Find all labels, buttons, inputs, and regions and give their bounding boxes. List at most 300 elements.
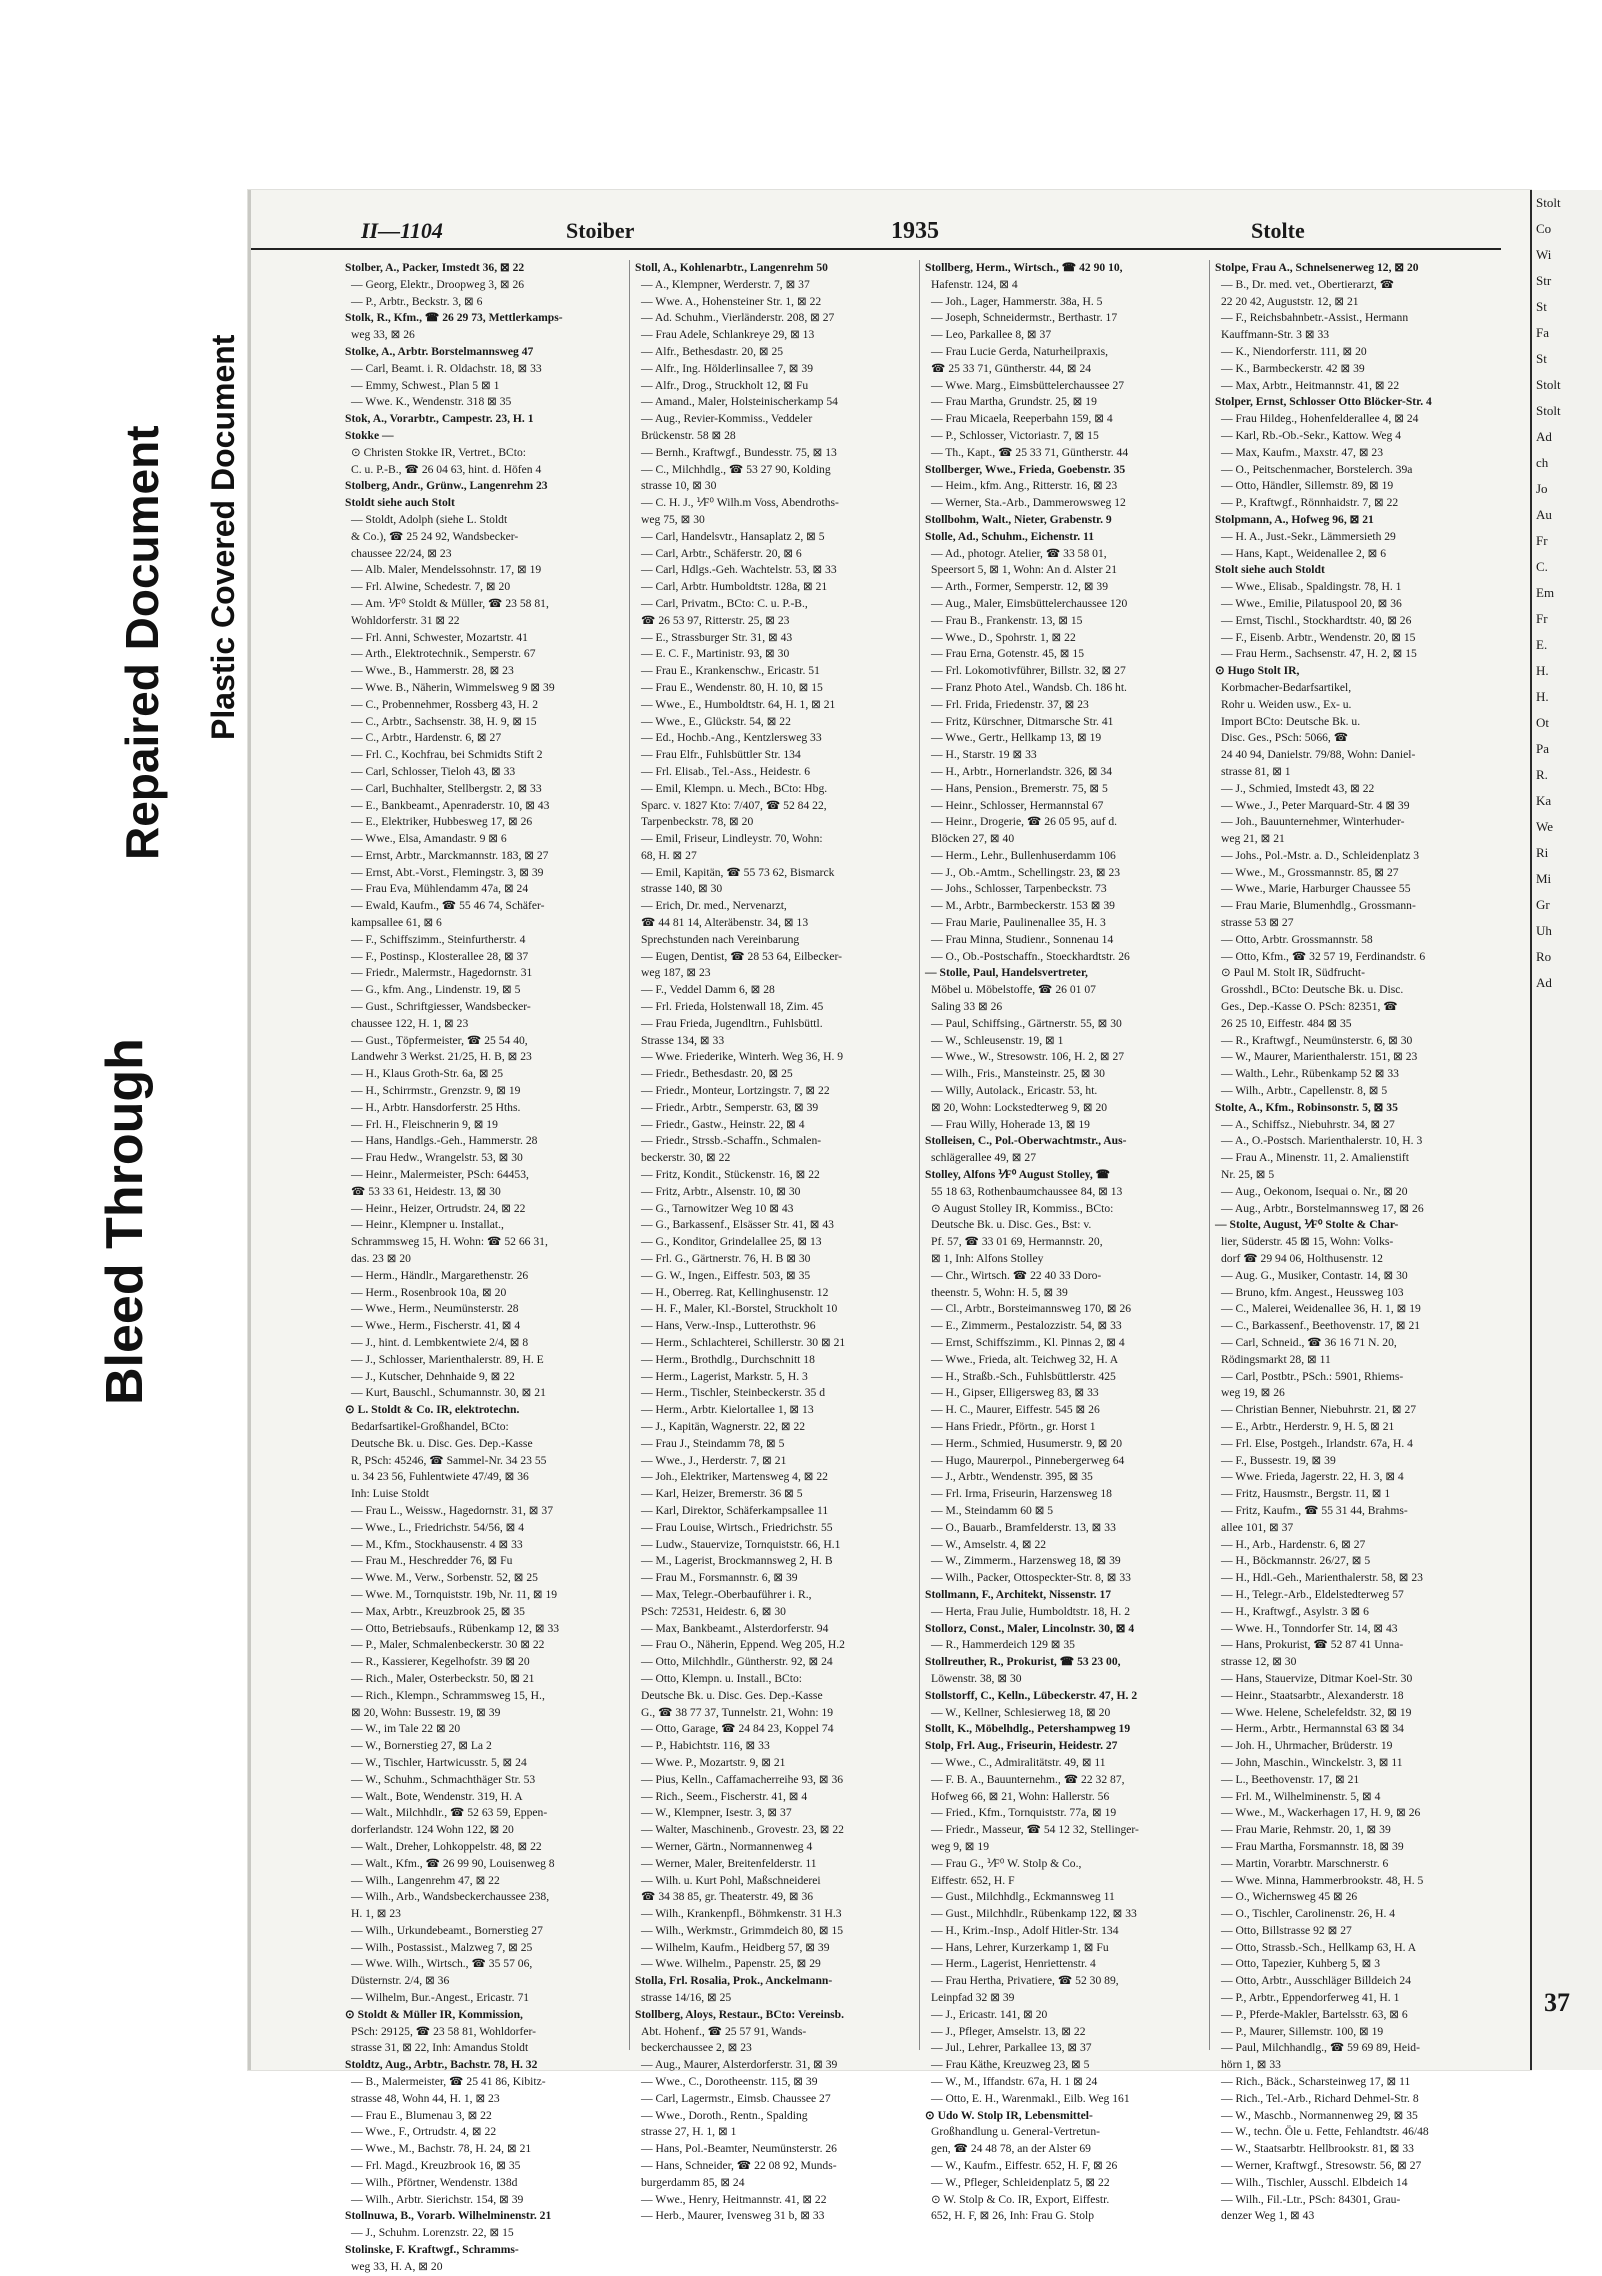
directory-entry: — Frau Hildeg., Hohenfelderallee 4, ⊠ 24 bbox=[1221, 412, 1419, 426]
directory-entry: weg 19, ⊠ 26 bbox=[1221, 1386, 1285, 1400]
directory-entry: ☎ 26 53 97, Ritterstr. 25, ⊠ 23 bbox=[641, 613, 790, 627]
directory-entry: — E., Elektriker, Hubbesweg 17, ⊠ 26 bbox=[351, 815, 533, 829]
directory-entry: ☎ 53 33 61, Heidestr. 13, ⊠ 30 bbox=[351, 1184, 501, 1198]
directory-entry: — Max, Telegr.-Oberbauführer i. R., bbox=[641, 1587, 812, 1601]
directory-entry: — Ernst, Arbtr., Marckmannstr. 183, ⊠ 27 bbox=[351, 848, 549, 862]
directory-entry: 24 40 94, Danielstr. 79/88, Wohn: Daniel- bbox=[1221, 748, 1416, 762]
directory-entry: — H. F., Maler, Kl.-Borstel, Struckholt 10 bbox=[641, 1302, 838, 1316]
plastic-covered-label: Plastic Covered Document bbox=[205, 334, 241, 740]
directory-entry: — Wwe., F., Ortrudstr. 4, ⊠ 22 bbox=[351, 2125, 497, 2139]
directory-entry: — W., Maschb., Normannenweg 29, ⊠ 35 bbox=[1221, 2108, 1418, 2122]
directory-entry: — M., Arbtr., Barmbeckerstr. 153 ⊠ 39 bbox=[931, 899, 1115, 913]
directory-entry: — Walter, Maschinenb., Grovestr. 23, ⊠ 22 bbox=[641, 1823, 844, 1837]
directory-entry: Stolt siehe auch Stoldt bbox=[1215, 563, 1325, 577]
directory-entry: — Friedr., Masseur, ☎ 54 12 32, Stellinger- bbox=[931, 1823, 1139, 1837]
directory-entry: — Ernst, Schiffszimm., Kl. Pinnas 2, ⊠ 4 bbox=[931, 1336, 1125, 1349]
directory-entry: — Joseph, Schneidermstr., Berthastr. 17 bbox=[931, 311, 1118, 325]
directory-entry: — Frau E., Blumenau 3, ⊠ 22 bbox=[351, 2108, 492, 2122]
directory-entry: 652, H. F, ⊠ 26, Inh: Frau G. Stolp bbox=[931, 2209, 1095, 2223]
directory-entry: — W., Maurer, Marienthalerstr. 151, ⊠ 23 bbox=[1221, 1050, 1418, 1064]
directory-entry: — K., Barmbeckerstr. 42 ⊠ 39 bbox=[1221, 361, 1365, 375]
directory-entry: Stolk, R., Kfm., ☎ 26 29 73, Mettlerkamps- bbox=[345, 311, 563, 325]
adjacent-page-fragment: Str bbox=[1536, 273, 1552, 288]
adjacent-page-fragment: Stolt bbox=[1536, 403, 1561, 418]
directory-entry: — Carl, Hdlgs.-Geh. Wachtelstr. 53, ⊠ 33 bbox=[641, 563, 837, 577]
directory-entry: — Frau Erna, Gotenstr. 45, ⊠ 15 bbox=[931, 647, 1085, 661]
directory-entry: — Herm., Tischler, Steinbeckerstr. 35 d bbox=[641, 1386, 826, 1400]
directory-entry: — Carl, Arbtr., Schäferstr. 20, ⊠ 6 bbox=[641, 546, 802, 560]
directory-entry: — Fritz, Arbtr., Alsenstr. 10, ⊠ 30 bbox=[641, 1184, 801, 1198]
directory-entry: — W., Schleusenstr. 19, ⊠ 1 bbox=[931, 1033, 1064, 1047]
directory-entry: Stollbohm, Walt., Nieter, Grabenstr. 9 bbox=[925, 512, 1112, 526]
directory-entry: — Arth., Former, Semperstr. 12, ⊠ 39 bbox=[931, 580, 1109, 594]
directory-entry: — Frau Frieda, Jugendltrn., Fuhlsbüttl. bbox=[641, 1016, 823, 1030]
directory-entry: — B., Malermeister, ☎ 25 41 86, Kibitz- bbox=[351, 2075, 546, 2089]
directory-entry: Brückenstr. 58 ⊠ 28 bbox=[641, 428, 736, 442]
directory-entry: Bedarfsartikel-Großhandel, BCto: bbox=[351, 1419, 509, 1433]
directory-entry: Stollmann, F., Architekt, Nissenstr. 17 bbox=[925, 1587, 1112, 1601]
directory-entry: — Erich, Dr. med., Nervenarzt, bbox=[641, 899, 787, 913]
directory-entry: — Frl. C., Kochfrau, bei Schmidts Stift 2 bbox=[351, 748, 543, 762]
directory-entry: Tarpenbeckstr. 78, ⊠ 20 bbox=[641, 815, 754, 829]
directory-entry: — O., Peitschenmacher, Borstelerch. 39a bbox=[1221, 462, 1413, 476]
directory-entry: — O., Wichernsweg 45 ⊠ 26 bbox=[1221, 1890, 1358, 1904]
directory-column-1 bbox=[343, 260, 630, 2273]
directory-entry: — Heinr., Malermeister, PSch: 64453, bbox=[351, 1168, 529, 1182]
directory-entry: — Wilh., Urkundebeamt., Bornerstieg 27 bbox=[351, 1923, 543, 1937]
directory-entry: — P., Arbtr., Eppendorferweg 41, H. 1 bbox=[1221, 1991, 1400, 2005]
adjacent-page-fragment: Co bbox=[1536, 221, 1552, 236]
directory-entry: — W., Kellner, Schlesierweg 18, ⊠ 20 bbox=[931, 1705, 1111, 1719]
directory-entry: weg 33, ⊠ 26 bbox=[351, 328, 415, 342]
directory-entry: — Fritz, Kondit., Stückenstr. 16, ⊠ 22 bbox=[641, 1168, 820, 1182]
directory-entry: — H., Kraftwgf., Asylstr. 3 ⊠ 6 bbox=[1221, 1604, 1369, 1618]
directory-entry: — Frl. G., Gärtnerstr. 76, H. B ⊠ 30 bbox=[641, 1252, 811, 1266]
directory-entry: — Emil, Klempn. u. Mech., BCto: Hbg. bbox=[641, 781, 828, 795]
directory-entry: Korbmacher-Bedarfsartikel, bbox=[1221, 680, 1352, 694]
directory-entry: Stolp, Frl. Aug., Friseurin, Heidestr. 27 bbox=[925, 1739, 1118, 1753]
directory-entry: — Wwe. M., Tornquiststr. 19b, Nr. 11, ⊠ 19 bbox=[351, 1587, 558, 1601]
directory-entry: — Jul., Lehrer, Parkallee 13, ⊠ 37 bbox=[931, 2041, 1092, 2055]
directory-entry: — Wwe., Frieda, alt. Teichweg 32, H. A bbox=[931, 1352, 1119, 1366]
directory-entry: — Frau Marie, Blumenhdlg., Grossmann- bbox=[1221, 899, 1416, 913]
directory-entry: — Werner, Kraftwgf., Stresowstr. 56, ⊠ 27 bbox=[1221, 2159, 1422, 2173]
directory-entry: — A., O.-Postsch. Marienthalerstr. 10, H. 3 bbox=[1221, 1134, 1423, 1148]
directory-entry: lier, Süderstr. 45 ⊠ 15, Wohn: Volks- bbox=[1221, 1235, 1394, 1249]
directory-entry: — Herm., Lagerist, Markstr. 5, H. 3 bbox=[641, 1369, 808, 1383]
directory-entry: Stolber, A., Packer, Imstedt 36, ⊠ 22 bbox=[345, 261, 525, 274]
directory-entry: — J., Schmied, Imstedt 43, ⊠ 22 bbox=[1221, 781, 1375, 795]
directory-entry: — Wwe., E., Humboldtstr. 64, H. 1, ⊠ 21 bbox=[641, 697, 836, 711]
directory-entry: beckerchaussee 2, ⊠ 23 bbox=[641, 2041, 752, 2055]
directory-entry: — Friedr., Malermstr., Hagedornstr. 31 bbox=[351, 966, 533, 980]
directory-entry: denzer Weg 1, ⊠ 43 bbox=[1221, 2209, 1315, 2223]
directory-entry: — Otto, Klempn. u. Install., BCto: bbox=[641, 1671, 803, 1685]
directory-entry: — E., Zimmerm., Pestalozzistr. 54, ⊠ 33 bbox=[931, 1319, 1122, 1333]
directory-entry: Inh: Luise Stoldt bbox=[351, 1487, 429, 1501]
directory-entry: — C., Arbtr., Hardenstr. 6, ⊠ 27 bbox=[351, 731, 502, 745]
directory-entry: Deutsche Bk. u. Disc. Ges. Dep.-Kasse bbox=[351, 1436, 533, 1450]
directory-entry: — C., Malerei, Weidenallee 36, H. 1, ⊠ 19 bbox=[1221, 1302, 1421, 1316]
directory-entry: Stolte, A., Kfm., Robinsonstr. 5, ⊠ 35 bbox=[1215, 1100, 1398, 1114]
directory-entry: — Frau A., Minenstr. 11, 2. Amalienstift bbox=[1221, 1151, 1409, 1165]
directory-entry: G., ☎ 38 77 37, Tunnelstr. 21, Wohn: 19 bbox=[641, 1705, 834, 1719]
directory-entry: — Hugo, Maurerpol., Pinnebergerweg 64 bbox=[931, 1453, 1125, 1467]
directory-entry: weg 9, ⊠ 19 bbox=[931, 1839, 990, 1853]
directory-entry: — Wwe., W., Stresowstr. 106, H. 2, ⊠ 27 bbox=[931, 1050, 1125, 1064]
directory-entry: Blöcken 27, ⊠ 40 bbox=[931, 832, 1015, 846]
directory-entry: — Carl, Beamt. i. R. Oldachstr. 18, ⊠ 33 bbox=[351, 361, 542, 375]
adjacent-page-fragment: Ro bbox=[1536, 949, 1552, 964]
directory-entry: — Carl, Privatm., BCto: C. u. P.-B., bbox=[641, 596, 808, 610]
directory-entry: — Wwe. A., Hohensteiner Str. 1, ⊠ 22 bbox=[641, 294, 822, 308]
directory-entry: — Ludw., Stauervize, Tornquiststr. 66, H.1 bbox=[641, 1537, 841, 1551]
directory-entry: — Frau L., Weissw., Hagedornstr. 31, ⊠ 37 bbox=[351, 1503, 553, 1517]
page-header bbox=[251, 218, 1501, 250]
directory-entry: — Joh., Elektriker, Martensweg 4, ⊠ 22 bbox=[641, 1470, 828, 1484]
directory-entry: — Wwe. Frieda, Jagerstr. 22, H. 3, ⊠ 4 bbox=[1221, 1470, 1404, 1484]
directory-entry: — J., Kapitän, Wagnerstr. 22, ⊠ 22 bbox=[641, 1419, 806, 1433]
directory-entry: — Friedr., Bethesdastr. 20, ⊠ 25 bbox=[641, 1067, 793, 1081]
directory-entry: — Otto, Milchhdlr., Güntherstr. 92, ⊠ 24 bbox=[641, 1655, 833, 1669]
directory-entry: — Gust., Töpfermeister, ☎ 25 54 40, bbox=[351, 1033, 528, 1047]
directory-entry: — H., Hdl.-Geh., Marienthalerstr. 58, ⊠ 23 bbox=[1221, 1571, 1423, 1585]
adjacent-page-fragment: We bbox=[1536, 819, 1553, 834]
directory-entry: — Carl, Lagermstr., Eimsb. Chaussee 27 bbox=[641, 2091, 831, 2105]
directory-entry: Deutsche Bk. u. Disc. Ges., Bst: v. bbox=[931, 1218, 1092, 1232]
directory-entry: — M., Steindamm 60 ⊠ 5 bbox=[931, 1503, 1054, 1517]
directory-entry: — Ed., Hochb.-Ang., Kentzlersweg 33 bbox=[641, 731, 822, 745]
directory-entry: dorferlandstr. 124 Wohn 122, ⊠ 20 bbox=[351, 1823, 514, 1837]
directory-entry: — Wwe., M., Wackerhagen 17, H. 9, ⊠ 26 bbox=[1221, 1806, 1421, 1820]
directory-entry: — Hans, Prokurist, ☎ 52 87 41 Unna- bbox=[1221, 1638, 1404, 1652]
directory-entry: — Wilh., Krankenpfl., Böhmkenstr. 31 H.3 bbox=[641, 1907, 842, 1921]
directory-entry: — Otto, E. H., Warenmakl., Eilb. Weg 161 bbox=[931, 2091, 1130, 2105]
directory-entry: — Wwe. Friederike, Winterh. Weg 36, H. 9 bbox=[641, 1050, 844, 1064]
adjacent-page-fragment: C. bbox=[1536, 559, 1548, 574]
directory-entry: — Frl. Lokomotivführer, Billstr. 32, ⊠ 27 bbox=[931, 664, 1126, 678]
directory-entry: — Friedr., Arbtr., Semperstr. 63, ⊠ 39 bbox=[641, 1100, 819, 1114]
directory-entry: — Alfr., Bethesdastr. 20, ⊠ 25 bbox=[641, 344, 784, 358]
directory-entry: — Georg, Elektr., Droopweg 3, ⊠ 26 bbox=[351, 277, 525, 291]
directory-entry: — C. H. J., ⅟F⁰ Wilh.m Voss, Abendroths- bbox=[641, 496, 839, 510]
directory-entry: — Johs., Schlosser, Tarpenbeckstr. 73 bbox=[931, 882, 1107, 896]
directory-entry: — Am. ⅟F⁰ Stoldt & Müller, ☎ 23 58 81, bbox=[351, 596, 549, 610]
directory-entry: — Frl. Anni, Schwester, Mozartstr. 41 bbox=[351, 630, 528, 644]
directory-entry: — Gust., Milchhdlr., Rübenkamp 122, ⊠ 33 bbox=[931, 1907, 1137, 1921]
directory-entry: — Wilh., Pförtner, Wendenstr. 138d bbox=[351, 2175, 518, 2189]
directory-entry: — W., Klempner, Isestr. 3, ⊠ 37 bbox=[641, 1806, 792, 1820]
directory-entry: PSch: 72531, Heidestr. 6, ⊠ 30 bbox=[641, 1604, 786, 1618]
directory-entry: ⊠ 20, Wohn: Bussestr. 19, ⊠ 39 bbox=[351, 1705, 501, 1719]
directory-entry: — Kurt, Bauschl., Schumannstr. 30, ⊠ 21 bbox=[351, 1386, 546, 1400]
directory-entry: — Alfr., Drog., Struckholt 12, ⊠ Fu bbox=[641, 378, 809, 392]
directory-entry: — Franz Photo Atel., Wandsb. Ch. 186 ht. bbox=[931, 680, 1127, 694]
directory-entry: — E., Bankbeamt., Apenraderstr. 10, ⊠ 43 bbox=[351, 798, 550, 812]
directory-entry: — Otto, Händler, Sillemstr. 89, ⊠ 19 bbox=[1221, 479, 1394, 493]
directory-entry: — W., Tischler, Hartwicusstr. 5, ⊠ 24 bbox=[351, 1755, 527, 1769]
directory-entry: — Frl. Else, Postgeh., Irlandstr. 67a, H. 4 bbox=[1221, 1436, 1413, 1450]
adjacent-page-number: 37 bbox=[1544, 1988, 1570, 2017]
directory-entry: Eiffestr. 652, H. F bbox=[931, 1873, 1015, 1887]
directory-entry: Kauffmann-Str. 3 ⊠ 33 bbox=[1221, 328, 1330, 342]
directory-entry: — G. W., Ingen., Eiffestr. 503, ⊠ 35 bbox=[641, 1268, 811, 1282]
directory-entry: — Joh., Lager, Hammerstr. 38a, H. 5 bbox=[931, 294, 1103, 308]
directory-entry: chaussee 122, H. 1, ⊠ 23 bbox=[351, 1016, 469, 1030]
directory-entry: — Wwe., M., Bachstr. 78, H. 24, ⊠ 21 bbox=[351, 2142, 532, 2156]
directory-entry: — W., Pfleger, Schleidenplatz 5, ⊠ 22 bbox=[931, 2175, 1110, 2189]
directory-entry: — Wilhelm, Bur.-Angest., Ericastr. 71 bbox=[351, 1991, 530, 2005]
adjacent-page-fragment: Uh bbox=[1536, 923, 1552, 938]
directory-entry: — J., hint. d. Lembkentwiete 2/4, ⊠ 8 bbox=[351, 1336, 529, 1349]
directory-entry: — Friedr., Gastw., Heinstr. 22, ⊠ 4 bbox=[641, 1117, 805, 1131]
directory-entry: chaussee 22/24, ⊠ 23 bbox=[351, 546, 452, 560]
directory-entry: — Max, Arbtr., Heitmannstr. 41, ⊠ 22 bbox=[1221, 378, 1400, 392]
directory-entry: — Max, Arbtr., Kreuzbrook 25, ⊠ 35 bbox=[351, 1604, 525, 1618]
directory-entry: weg 33, H. A, ⊠ 20 bbox=[351, 2259, 443, 2273]
directory-entry: — Otto, Strassb.-Sch., Hellkamp 63, H. A bbox=[1221, 1940, 1417, 1954]
directory-entry: Stoldtz, Aug., Arbtr., Bachstr. 78, H. 32 bbox=[345, 2058, 538, 2072]
directory-entry: & Co.), ☎ 25 24 92, Wandsbecker- bbox=[351, 529, 519, 543]
directory-entry: ⊠ 1, Inh: Alfons Stolley bbox=[931, 1252, 1044, 1266]
directory-entry: Abt. Hohenf., ☎ 25 57 91, Wands- bbox=[641, 2024, 807, 2038]
directory-entry: Sparc. v. 1827 Kto: 7/407, ☎ 52 84 22, bbox=[641, 798, 827, 812]
directory-entry: ⊙ Christen Stokke IR, Vertret., BCto: bbox=[351, 445, 527, 459]
directory-entry: Leinpfad 32 ⊠ 39 bbox=[931, 1991, 1015, 2005]
directory-entry: — Wwe. M., Verw., Sorbenstr. 52, ⊠ 25 bbox=[351, 1571, 538, 1585]
directory-entry: — Rich., Seem., Fischerstr. 41, ⊠ 4 bbox=[641, 1789, 808, 1803]
directory-entry: — H., Gipser, Elligersweg 83, ⊠ 33 bbox=[931, 1386, 1099, 1400]
directory-entry: — E., Arbtr., Herderstr. 9, H. 5, ⊠ 21 bbox=[1221, 1419, 1395, 1433]
directory-entry: — Frau Willy, Hoherade 13, ⊠ 19 bbox=[931, 1117, 1090, 1131]
directory-entry: — Frau Micaela, Reeperbahn 159, ⊠ 4 bbox=[931, 412, 1113, 426]
directory-entry: strasse 140, ⊠ 30 bbox=[641, 882, 723, 896]
directory-entry: — Aug., Oekonom, Isequai o. Nr., ⊠ 20 bbox=[1221, 1184, 1408, 1198]
directory-entry: — Frl. Frida, Friedenstr. 37, ⊠ 23 bbox=[931, 697, 1089, 711]
directory-entry: — J., Arbtr., Wendenstr. 395, ⊠ 35 bbox=[931, 1470, 1093, 1484]
directory-entry: — Johs., Pol.-Mstr. a. D., Schleidenplatz 3 bbox=[1221, 848, 1420, 862]
directory-entry: — Christian Benner, Niebuhrstr. 21, ⊠ 27 bbox=[1221, 1403, 1417, 1417]
repaired-document-label: Repaired Document bbox=[116, 425, 168, 860]
directory-entry: — R., Kassierer, Kegelhofstr. 39 ⊠ 20 bbox=[351, 1655, 530, 1669]
directory-entry: — G., Tarnowitzer Weg 10 ⊠ 43 bbox=[641, 1201, 794, 1215]
directory-entry: — R., Hammerdeich 129 ⊠ 35 bbox=[931, 1638, 1075, 1652]
directory-entry: — Carl, Schlosser, Tieloh 43, ⊠ 33 bbox=[351, 764, 516, 778]
directory-entry: strasse 14/16, ⊠ 25 bbox=[641, 1991, 732, 2005]
directory-entry: — Frau O., Näherin, Eppend. Weg 205, H.2 bbox=[641, 1638, 845, 1652]
directory-entry: — Wwe., Elsa, Amandastr. 9 ⊠ 6 bbox=[351, 832, 507, 846]
directory-entry: — W., Zimmerm., Harzensweg 18, ⊠ 39 bbox=[931, 1554, 1121, 1568]
directory-entry: Sprechstunden nach Vereinbarung bbox=[641, 932, 800, 946]
directory-entry: — Th., Kapt., ☎ 25 33 71, Güntherstr. 44 bbox=[931, 445, 1129, 459]
directory-entry: — Otto, Kfm., ☎ 32 57 19, Ferdinandstr. 6 bbox=[1221, 949, 1426, 963]
directory-entry: — Werner, Sta.-Arb., Dammerowsweg 12 bbox=[931, 496, 1126, 510]
directory-entry: — O., Bauarb., Bramfelderstr. 13, ⊠ 33 bbox=[931, 1520, 1116, 1534]
directory-entry: — Ad. Schuhm., Vierländerstr. 208, ⊠ 27 bbox=[641, 311, 835, 325]
directory-column-4 bbox=[1213, 260, 1499, 2223]
directory-entry: Hofweg 66, ⊠ 21, Wohn: Hallerstr. 56 bbox=[931, 1789, 1110, 1803]
adjacent-page-fragments bbox=[1532, 190, 1602, 996]
directory-entry: — Joh., Bauunternehmer, Winterhuder- bbox=[1221, 815, 1405, 829]
directory-entry: — A., Klempner, Werderstr. 7, ⊠ 37 bbox=[641, 277, 810, 291]
directory-entry: — Eugen, Dentist, ☎ 28 53 64, Eilbecker- bbox=[641, 949, 842, 963]
directory-entry: ☎ 25 33 71, Güntherstr. 44, ⊠ 24 bbox=[931, 361, 1092, 375]
directory-entry: — Wwe., J., Peter Marquard-Str. 4 ⊠ 39 bbox=[1221, 798, 1410, 812]
directory-entry: — G., kfm. Ang., Lindenstr. 19, ⊠ 5 bbox=[351, 983, 521, 997]
directory-entry: strasse 53 ⊠ 27 bbox=[1221, 916, 1294, 930]
directory-entry: — H., Böckmannstr. 26/27, ⊠ 5 bbox=[1221, 1554, 1371, 1568]
directory-entry: — C., Barkassenf., Beethovenstr. 17, ⊠ 21 bbox=[1221, 1319, 1421, 1333]
adjacent-page-fragment: Wi bbox=[1536, 247, 1552, 262]
directory-entry: — Frau Martha, Grundstr. 25, ⊠ 19 bbox=[931, 395, 1097, 409]
directory-entry: — Carl, Schneid., ☎ 36 16 71 N. 20, bbox=[1221, 1336, 1397, 1349]
directory-entry: — Walt., Bote, Wendenstr. 319, H. A bbox=[351, 1789, 523, 1803]
directory-entry: — Frau Hertha, Privatiere, ☎ 52 30 89, bbox=[931, 1974, 1119, 1988]
directory-entry: — P., Maurer, Sillemstr. 100, ⊠ 19 bbox=[1221, 2024, 1384, 2038]
directory-entry: — F., Postinsp., Klosterallee 28, ⊠ 37 bbox=[351, 949, 529, 963]
directory-entry: Stollstorff, C., Kelln., Lübeckerstr. 47, H. 2 bbox=[925, 1688, 1138, 1702]
directory-entry: — Martin, Vorarbtr. Marschnerstr. 6 bbox=[1221, 1856, 1389, 1870]
directory-entry: — Wilh., Arbtr. Sierichstr. 154, ⊠ 39 bbox=[351, 2192, 524, 2206]
directory-entry: schlägerallee 49, ⊠ 27 bbox=[931, 1151, 1037, 1165]
directory-entry: — Rich., Bäck., Scharsteinweg 17, ⊠ 11 bbox=[1221, 2075, 1411, 2089]
directory-entry: — Walt., Milchhdlr., ☎ 52 63 59, Eppen- bbox=[351, 1806, 548, 1820]
directory-entry: — Wwe., E., Glückstr. 54, ⊠ 22 bbox=[641, 714, 791, 728]
directory-entry: Pf. 57, ☎ 33 01 69, Hermannstr. 20, bbox=[931, 1235, 1103, 1249]
directory-entry: — Wilh., Arbtr., Capellenstr. 8, ⊠ 5 bbox=[1221, 1084, 1388, 1098]
directory-entry: kampsallee 61, ⊠ 6 bbox=[351, 916, 442, 930]
adjacent-page-fragment: Ad bbox=[1536, 975, 1552, 990]
directory-entry: — Wwe., Gertr., Hellkamp 13, ⊠ 19 bbox=[931, 731, 1102, 745]
directory-entry: — C., Probennehmer, Rossberg 43, H. 2 bbox=[351, 697, 539, 711]
directory-entry: — Gust., Milchhdlg., Eckmannsweg 11 bbox=[931, 1890, 1115, 1904]
directory-entry: — Pius, Kelln., Caffamacherreihe 93, ⊠ 36 bbox=[641, 1772, 844, 1786]
directory-entry: — Fritz, Hausmstr., Bergstr. 11, ⊠ 1 bbox=[1221, 1487, 1391, 1501]
directory-entry: — H., Klaus Groth-Str. 6a, ⊠ 25 bbox=[351, 1067, 504, 1081]
directory-entry: Grosshdl., BCto: Deutsche Bk. u. Disc. bbox=[1221, 983, 1404, 997]
directory-entry: allee 101, ⊠ 37 bbox=[1221, 1520, 1294, 1534]
directory-entry: Stolke, A., Arbtr. Borstelmannsweg 47 bbox=[345, 344, 534, 358]
adjacent-page-fragment: Fa bbox=[1536, 325, 1549, 340]
directory-entry: — Wwe., Marie, Harburger Chaussee 55 bbox=[1221, 882, 1411, 896]
adjacent-page-fragment: Stolt bbox=[1536, 377, 1561, 392]
directory-entry: — Wilh., Langenrehm 47, ⊠ 22 bbox=[351, 1873, 500, 1887]
directory-entry: — F., Veddel Damm 6, ⊠ 28 bbox=[641, 983, 775, 997]
directory-entry: — Stolle, Paul, Handelsvertreter, bbox=[925, 966, 1088, 980]
directory-entry: — Herm., Rosenbrook 10a, ⊠ 20 bbox=[351, 1285, 507, 1299]
directory-entry: — Bernh., Kraftwgf., Bundesstr. 75, ⊠ 13 bbox=[641, 445, 837, 459]
directory-entry: — P., Habichtstr. 116, ⊠ 33 bbox=[641, 1739, 770, 1753]
directory-entry: — Wwe. Marg., Eimsbüttelerchaussee 27 bbox=[931, 378, 1125, 392]
directory-entry: — Wwe. P., Mozartstr. 9, ⊠ 21 bbox=[641, 1755, 786, 1769]
directory-entry: — Ernst, Tischl., Stockhardtstr. 40, ⊠ 26 bbox=[1221, 613, 1412, 627]
directory-entry: — Herm., Lagerist, Henriettenstr. 4 bbox=[931, 1957, 1096, 1971]
directory-entry: Speersort 5, ⊠ 1, Wohn: An d. Alster 21 bbox=[931, 563, 1118, 577]
directory-entry: — Hans, Pol.-Beamter, Neumünsterstr. 26 bbox=[641, 2142, 837, 2156]
directory-entry: ⊙ Stoldt & Müller IR, Kommission, bbox=[345, 2007, 523, 2021]
directory-entry: Deutsche Bk. u. Disc. Ges. Dep.-Kasse bbox=[641, 1688, 823, 1702]
directory-entry: das. 23 ⊠ 20 bbox=[351, 1252, 411, 1266]
directory-entry: — Ernst, Abt.-Vorst., Flemingstr. 3, ⊠ 39 bbox=[351, 865, 544, 879]
directory-entry: — J., Ob.-Amtm., Schellingstr. 23, ⊠ 23 bbox=[931, 865, 1121, 879]
directory-entry: Stolberg, Andr., Grünw., Langenrehm 23 bbox=[345, 479, 548, 493]
directory-entry: — Frau Lucie Gerda, Naturheilpraxis, bbox=[931, 344, 1109, 358]
directory-entry: — Frl. Elisab., Tel.-Ass., Heidestr. 6 bbox=[641, 764, 811, 778]
directory-entry: Nr. 25, ⊠ 5 bbox=[1221, 1168, 1275, 1182]
directory-entry: — Wwe., B., Hammerstr. 28, ⊠ 23 bbox=[351, 664, 514, 678]
directory-entry: Rödingsmarkt 28, ⊠ 11 bbox=[1221, 1352, 1331, 1366]
directory-entry: — Carl, Arbtr. Humboldtstr. 128a, ⊠ 21 bbox=[641, 580, 828, 594]
directory-entry: — Heinr., Staatsarbtr., Alexanderstr. 18 bbox=[1221, 1688, 1404, 1702]
directory-entry: weg 187, ⊠ 23 bbox=[641, 966, 711, 980]
directory-entry: strasse 27, H. 1, ⊠ 1 bbox=[641, 2125, 737, 2139]
adjacent-page-fragment: St bbox=[1536, 299, 1547, 314]
directory-entry: — Frau Herm., Sachsenstr. 47, H. 2, ⊠ 15 bbox=[1221, 647, 1417, 661]
directory-entry: — Walth., Lehr., Rübenkamp 52 ⊠ 33 bbox=[1221, 1067, 1399, 1081]
directory-entry: — Frau Eva, Mühlendamm 47a, ⊠ 24 bbox=[351, 882, 529, 896]
directory-entry: — O., Tischler, Carolinenstr. 26, H. 4 bbox=[1221, 1907, 1396, 1921]
directory-entry: — Alfr., Ing. Hölderlinsallee 7, ⊠ 39 bbox=[641, 361, 813, 375]
directory-entry: — Aug., Maurer, Alsterdorferstr. 31, ⊠ 39 bbox=[641, 2058, 838, 2072]
directory-entry: — Wwe., Herm., Fischerstr. 41, ⊠ 4 bbox=[351, 1319, 521, 1333]
directory-entry: — Fritz, Kürschner, Ditmarsche Str. 41 bbox=[931, 714, 1114, 728]
directory-entry: 55 18 63, Rothenbaumchaussee 84, ⊠ 13 bbox=[931, 1184, 1123, 1198]
directory-entry: — Max, Kaufm., Maxstr. 47, ⊠ 23 bbox=[1221, 445, 1384, 459]
directory-entry: burgerdamm 85, ⊠ 24 bbox=[641, 2175, 745, 2189]
adjacent-page-fragment: Stolt bbox=[1536, 195, 1561, 210]
directory-entry: — F., Schiffszimm., Steinfurtherstr. 4 bbox=[351, 932, 526, 946]
directory-entry: — F., Bussestr. 19, ⊠ 39 bbox=[1221, 1453, 1336, 1467]
directory-entry: — Hans, Schneider, ☎ 22 08 92, Munds- bbox=[641, 2159, 837, 2173]
directory-entry: ☎ 44 81 14, Alteräbenstr. 34, ⊠ 13 bbox=[641, 916, 809, 930]
directory-entry: — Wwe. Minna, Hammerbrookstr. 48, H. 5 bbox=[1221, 1873, 1424, 1887]
directory-entry: — H., Telegr.-Arb., Eldelstedterweg 57 bbox=[1221, 1587, 1404, 1601]
directory-entry: — Rich., Klempn., Schrammsweg 15, H., bbox=[351, 1688, 545, 1702]
directory-entry: — John, Maschin., Winckelstr. 3, ⊠ 11 bbox=[1221, 1755, 1403, 1769]
directory-entry: — Hans, Lehrer, Kurzerkamp 1, ⊠ Fu bbox=[931, 1940, 1109, 1954]
directory-entry: — Emil, Kapitän, ☎ 55 73 62, Bismarck bbox=[641, 865, 835, 879]
directory-entry: — Otto, Arbtr. Grossmannstr. 58 bbox=[1221, 932, 1373, 946]
directory-entry: — Frau Käthe, Kreuzweg 23, ⊠ 5 bbox=[931, 2058, 1090, 2072]
directory-entry: Disc. Ges., PSch: 5066, ☎ bbox=[1221, 731, 1349, 745]
directory-entry: — P., Schlosser, Victoriastr. 7, ⊠ 15 bbox=[931, 428, 1099, 442]
directory-entry: R, PSch: 45246, ☎ Sammel-Nr. 34 23 55 bbox=[351, 1453, 547, 1467]
directory-entry: Stokke — bbox=[345, 428, 394, 442]
directory-entry: — Karl, Direktor, Schäferkampsallee 11 bbox=[641, 1503, 829, 1517]
directory-entry: — Hans, Kapt., Weidenallee 2, ⊠ 6 bbox=[1221, 546, 1387, 560]
directory-entry: — Arth., Elektrotechnik., Semperstr. 67 bbox=[351, 647, 536, 661]
directory-entry: — Heinr., Heizer, Ortrudstr. 24, ⊠ 22 bbox=[351, 1201, 526, 1215]
directory-columns bbox=[343, 260, 1503, 2273]
directory-entry: — W., Kaufm., Eiffestr. 652, H. F, ⊠ 26 bbox=[931, 2159, 1118, 2173]
directory-entry: — Frau E., Wendenstr. 80, H. 10, ⊠ 15 bbox=[641, 680, 823, 694]
directory-entry: Möbel u. Möbelstoffe, ☎ 26 01 07 bbox=[931, 983, 1096, 997]
directory-entry: — Wwe., J., Herderstr. 7, ⊠ 21 bbox=[641, 1453, 787, 1467]
directory-entry: — J., Pfleger, Amselstr. 13, ⊠ 22 bbox=[931, 2024, 1086, 2038]
directory-entry: — Wilh., Arb., Wandsbeckerchaussee 238, bbox=[351, 1890, 550, 1904]
directory-entry: — Wwe., Herm., Neumünsterstr. 28 bbox=[351, 1302, 519, 1316]
directory-entry: — Fritz, Kaufm., ☎ 55 31 44, Brahms- bbox=[1221, 1503, 1408, 1517]
directory-entry: Stollberg, Herm., Wirtsch., ☎ 42 90 10, bbox=[925, 261, 1123, 274]
adjacent-page-fragment: Mi bbox=[1536, 871, 1552, 886]
directory-entry: 22 20 42, Auguststr. 12, ⊠ 21 bbox=[1221, 294, 1359, 308]
directory-entry: Stoldt siehe auch Stolt bbox=[345, 496, 455, 510]
directory-entry: — P., Pferde-Makler, Bartelsstr. 63, ⊠ 6 bbox=[1221, 2007, 1408, 2021]
directory-entry: — Hans, Pension., Bremerstr. 75, ⊠ 5 bbox=[931, 781, 1108, 795]
directory-entry: Stollberger, Wwe., Frieda, Goebenstr. 35 bbox=[925, 462, 1126, 476]
directory-entry: — Wilh., Fil.-Ltr., PSch: 84301, Grau- bbox=[1221, 2192, 1401, 2206]
directory-entry: — Emil, Friseur, Lindleystr. 70, Wohn: bbox=[641, 832, 823, 846]
